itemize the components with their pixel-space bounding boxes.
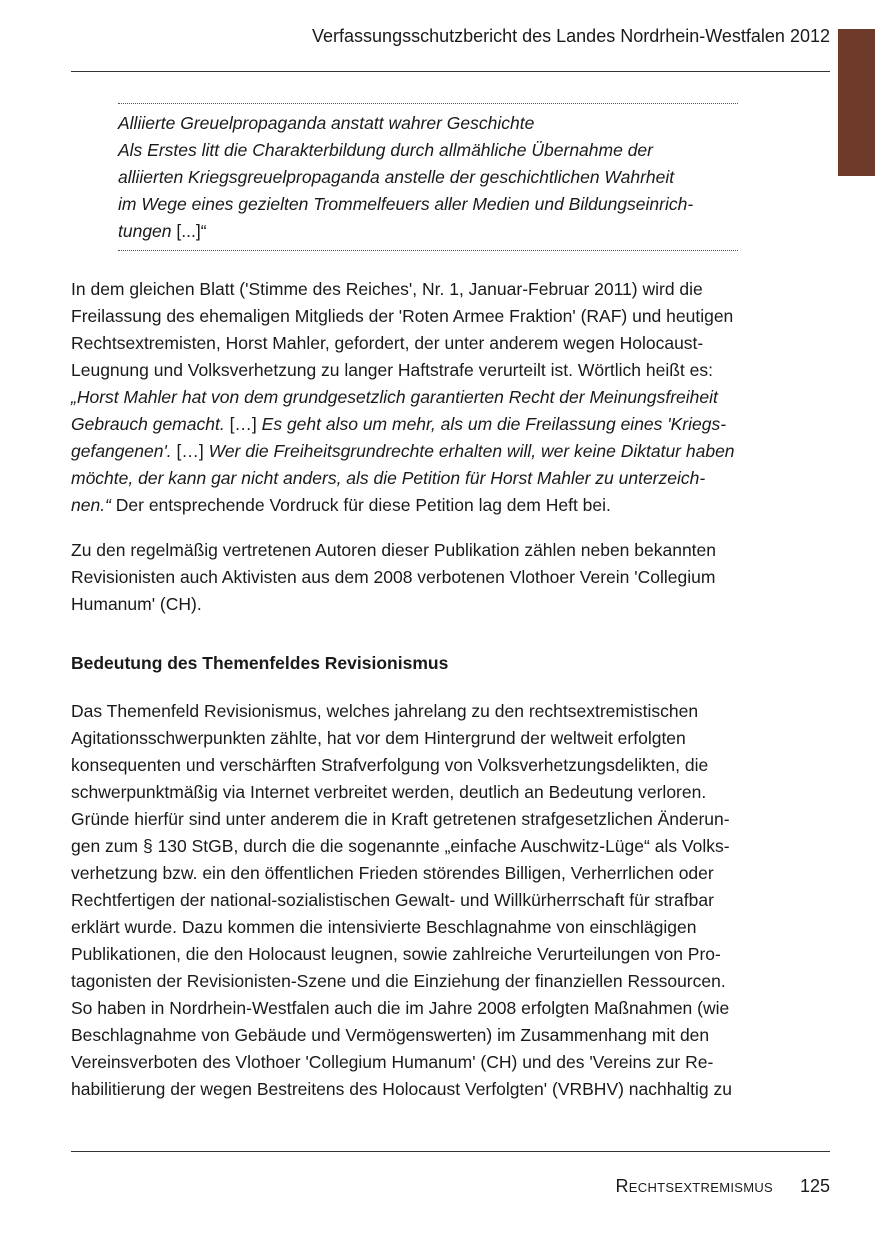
paragraph-outro: Der entsprechende Vordruck für diese Petition lag dem Heft bei.	[110, 495, 611, 515]
paragraph-revisionism: Das Themenfeld Revisionismus, welches jahrelang zu den rechtsextremistischen Agitationsschwerpunkten zählte, hat vor dem Hintergrund der weltweit erfolgten konsequenten und verschärften Strafverfolgung von Volksverhetzungsdelikten, die schwerpunktmäßig via Internet verbreitet werden, deutlich an Bedeutung verloren. Gründe hierfür sind unter anderem die in Kraft getretenen strafgesetzlichen Änderun- gen zum § 130 StGB, durch die die sogenannte „einfache Auschwitz-Lüge“ als Volks- verhetzung bzw. ein den öffentlichen Frieden störendes Billigen, Verherrlichen oder Rechtfertigen der national-sozialistischen Gewalt- und Willkürherrschaft für strafbar erklärt wurde. Dazu kommen die intensivierte Beschlagnahme von einschlägigen Publikationen, die den Holocaust leugnen, sowie zahlreiche Verurteilungen von Pro- tagonisten der Revisionisten-Szene und die Einziehung der finanziellen Ressourcen. So haben in Nordrhein-Westfalen auch die im Jahre 2008 erfolgten Maßnahmen (wie Beschlagnahme von Gebäude und Vermögenswerten) im Zusammenhang mit den Vereinsverboten des Vlothoer 'Collegium Humanum' (CH) und des 'Vereins zur Re- habilitierung der wegen Bestreitens des Holocaust Verfolgten' (VRBHV) nachhaltig zu	[71, 701, 732, 1099]
paragraph-authors: Zu den regelmäßig vertretenen Autoren dieser Publikation zählen neben bekannten Revisionisten auch Aktivisten aus dem 2008 verbotenen Vlothoer Verein 'Collegium Humanum' (CH).	[71, 540, 717, 614]
quote-fragment-3: Wer die Freiheitsgrundrechte erhalten will, wer keine Diktatur haben möchte, der kann gar nicht anders, als die Petition für Horst Mahler zu unterzeich- nen.“	[71, 441, 735, 515]
quote-fragment-2: Es geht also um mehr, als um die Freilassung eines 'Kriegs- gefangenen'.	[71, 414, 727, 461]
quote-body: Alliierte Greuelpropaganda anstatt wahrer Geschichte Als Erstes litt die Charakterbildung durch allmähliche Übernahme der alliierten Kriegsgreuelpropaganda anstelle der geschichtlichen Wahrheit im Wege eines gezielten Trommelfeuers aller Medien und Bildungseinrich- tungen	[118, 113, 694, 241]
paragraph-intro: In dem gleichen Blatt ('Stimme des Reiches', Nr. 1, Januar-Februar 2011) wird die Freilassung des ehemaligen Mitglieds der 'Roten Armee Fraktion' (RAF) und heutigen Rechtsextremisten, Horst Mahler, gefordert, der unter anderem wegen Holocaust- Leugnung und Volksverhetzung zu langer Haftstrafe verurteilt ist. Wörtlich heißt es:	[71, 279, 734, 380]
page-number: 125	[799, 1176, 830, 1196]
page-header-title: Verfassungsschutzbericht des Landes Nordrhein-Westfalen 2012	[312, 26, 830, 46]
ellipsis-2: […]	[171, 441, 209, 461]
quote-bottom-divider	[118, 250, 738, 251]
footer-section-name: Rechtsextremismus	[615, 1176, 773, 1196]
quote-text	[118, 104, 738, 250]
chapter-tab-marker	[838, 29, 875, 176]
footer-rule	[71, 1151, 830, 1152]
ellipsis-1: […]	[224, 414, 262, 434]
section-heading: Bedeutung des Themenfeldes Revisionismus	[71, 653, 449, 673]
quote-tail: [...]“	[171, 221, 207, 241]
paragraph-mahler	[71, 276, 783, 519]
header-rule	[71, 71, 830, 72]
quote-block	[118, 103, 738, 251]
quote-fragment-1: „Horst Mahler hat von dem grundgesetzlich garantierten Recht der Meinungsfreiheit Gebrauch gemacht.	[71, 387, 718, 434]
